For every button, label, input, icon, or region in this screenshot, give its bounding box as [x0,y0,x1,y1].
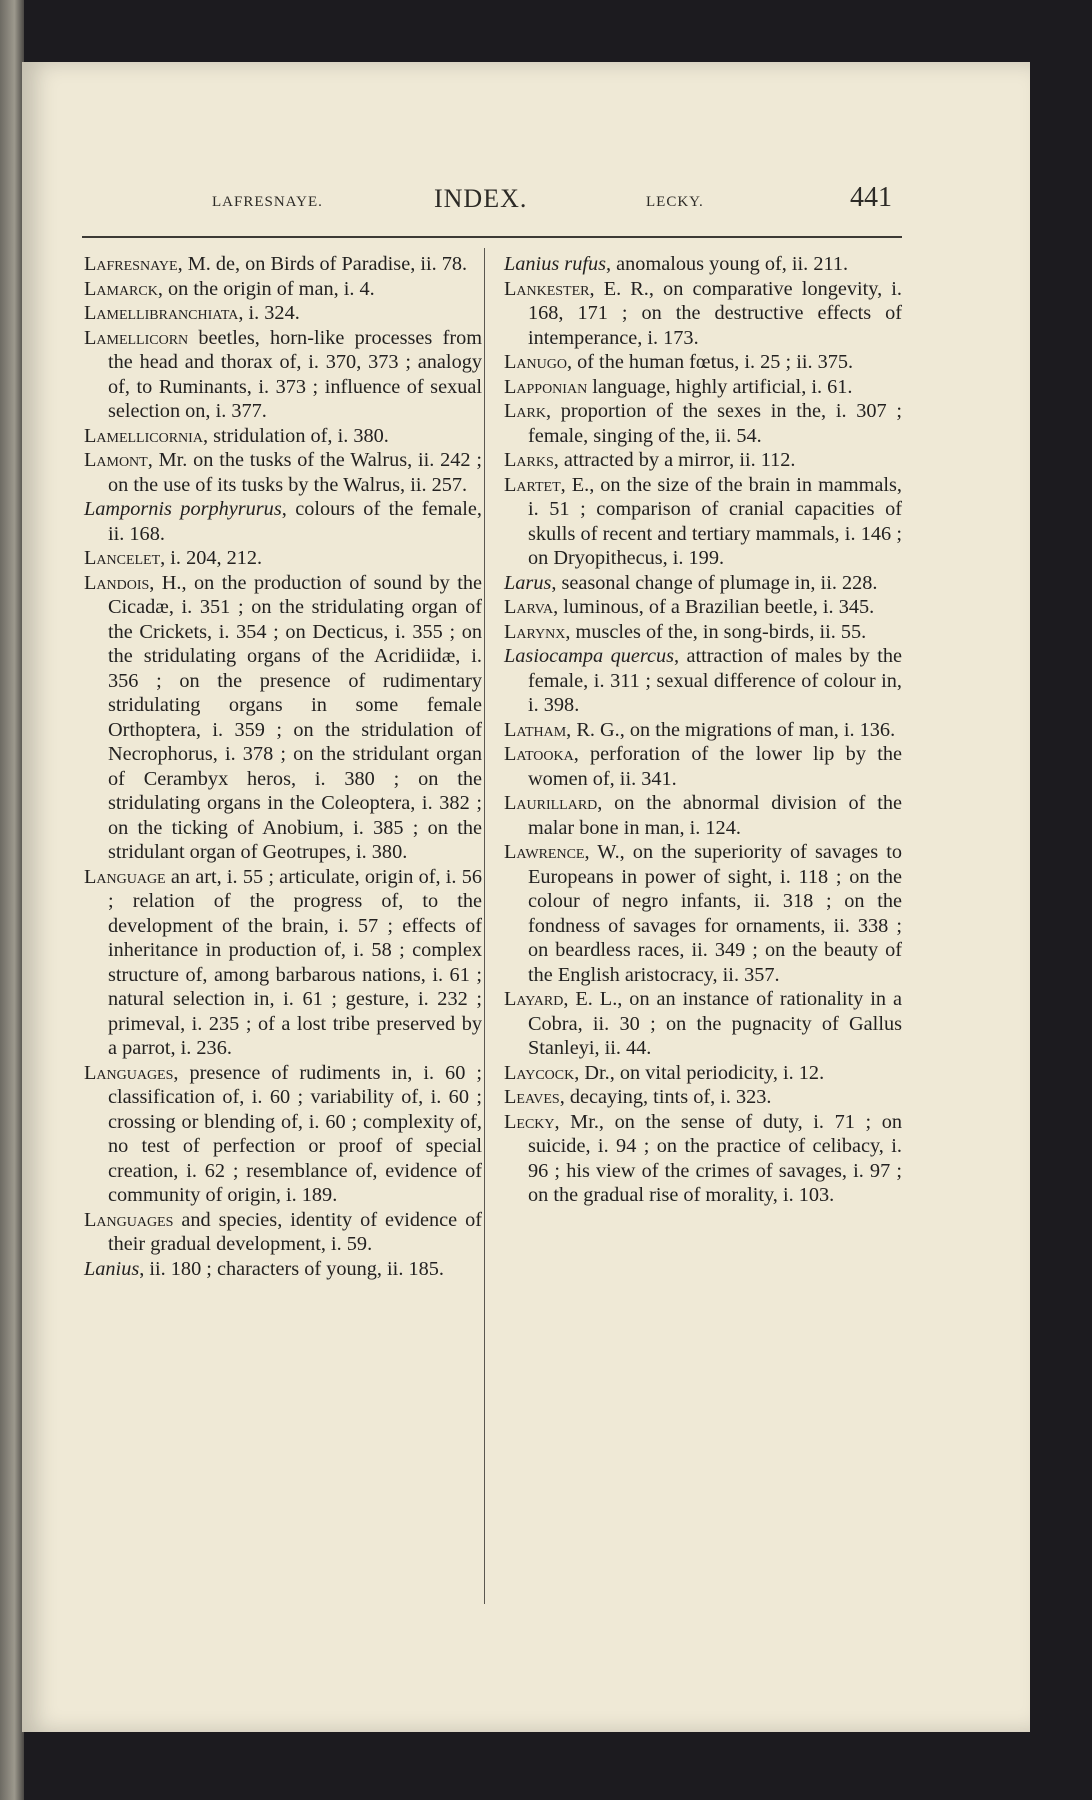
index-entry-text: , muscles of the, in song-birds, ii. 55. [565,620,867,643]
index-entry-text: , anomalous young of, ii. 211. [606,253,849,275]
index-headword: Landois [84,571,150,594]
index-headword: Lawrence [504,841,585,863]
running-header [22,180,1030,224]
index-entry [504,448,902,473]
index-entry-text: , ii. 180 ; characters of young, ii. 185. [139,1257,444,1280]
index-entry [84,1061,482,1208]
index-headword: Laurillard [504,792,598,814]
index-entry [504,252,902,277]
index-entry [504,1061,902,1086]
index-entry [504,375,902,400]
index-headword: Languages [84,1208,174,1231]
index-entry [504,840,902,987]
index-entry [84,571,482,865]
index-entry-text: , M. de, on Birds of Paradise, ii. 78. [177,253,468,275]
index-entry [504,644,902,718]
index-entry-text: , R. G., on the migrations of man, i. 136. [566,718,896,741]
index-headword: Lartet [504,473,561,496]
index-entry [504,718,902,743]
index-entry [84,1257,482,1282]
book-page [22,62,1030,1732]
index-headword: Lanius rufus [504,253,607,275]
index-entry-text: , on the origin of man, i. 4. [157,277,375,300]
index-headword: Lancelet [84,547,161,569]
index-entry [504,742,902,791]
index-headword: Lanugo [504,351,567,373]
index-entry [504,277,902,351]
index-entry [504,473,902,571]
index-entry [84,546,482,571]
index-entry-text: , E. R., on comparative longevity, i. 168, 171 ; on the destructive effects of intemperance, i. 173. [528,277,902,349]
index-entry-text: , attracted by a mirror, ii. 112. [553,449,796,471]
header-title: INDEX. [434,184,528,213]
index-entry-text: , W., on the superiority of savages to Europeans in power of sight, i. 118 ; on the colour of negro infants, ii. 318 ; on the fondness of savages for ornaments, ii. 338 ; on beardless races, ii. 349 ; on the beauty of the English aristocracy, ii. 357. [528,841,902,986]
index-headword: Larynx [504,620,566,643]
index-entry-text: , Mr. on the tusks of the Walrus, ii. 242 ; on the use of its tusks by the Walrus, ii. 257. [108,449,482,496]
index-entry [84,301,482,326]
index-headword: Lasiocampa quercus [504,645,675,667]
index-entry [84,448,482,497]
right-index-column [504,252,902,1208]
index-entry-text: , H., on the production of sound by the Cicadæ, i. 351 ; on the stridulating organ of the Crickets, i. 354 ; on Decticus, i. 355 ; on the stridulating organs of the Acridiidæ, i. 356 ; on the presence of rudimentary stridulating organs in some female Orthoptera, i. 359 ; on the stridulation of Necrophorus, i. 378 ; on the stridulant organ of Cerambyx heros, i. 380 ; on the stridulating organs in the Coleoptera, i. 382 ; on the ticking of Anobium, i. 385 ; on the stridulant organ of Geotrupes, i. 380. [108,571,482,863]
index-headword: Lamellibranchiata [84,302,239,324]
index-headword: Lamarck [84,277,158,300]
index-entry-text: , attraction of males by the female, i. 311 ; sexual difference of colour in, i. 398. [528,645,902,716]
header-right-word: LECKY. [646,194,704,210]
index-entry-text: beetles, horn-like processes from the head and thorax of, i. 370, 373 ; analogy of, to Ruminants, i. 373 ; influence of sexual selection on, i. 377. [108,326,482,422]
index-entry [504,791,902,840]
index-entry-text: , decaying, tints of, i. 323. [559,1086,772,1108]
index-entry-text: language, highly artificial, i. 61. [587,375,853,398]
index-entry [84,326,482,424]
index-entry-text: , i. 324. [238,302,300,324]
index-entry-text: , Mr., on the sense of duty, i. 71 ; on suicide, i. 94 ; on the practice of celibacy, i. 96 ; his view of the crimes of savages, i. 97 ; on the gradual rise of morality, i. 103. [528,1110,902,1206]
index-headword: Larus [504,571,552,594]
index-entry-text: and species, identity of evidence of their gradual development, i. 59. [108,1208,482,1255]
index-headword: Leaves [504,1086,560,1108]
index-headword: Larva [504,596,554,618]
index-headword: Languages [84,1061,174,1084]
index-entry [84,424,482,449]
index-entry [504,1085,902,1110]
index-headword: Lapponian [504,375,588,398]
index-entry-text: , Dr., on vital periodicity, i. 12. [574,1061,825,1084]
header-rule [82,236,902,238]
index-entry-text: , of the human fœtus, i. 25 ; ii. 375. [566,351,854,373]
index-headword: Lafresnaye [84,253,178,275]
index-headword: Lanius [84,1257,140,1280]
index-headword: Layard [504,988,564,1010]
index-headword: Lark [504,400,546,422]
column-divider [484,248,485,1604]
index-entry-text: , stridulation of, i. 380. [202,424,389,447]
index-headword: Laycock [504,1061,575,1084]
index-headword: Lamellicornia [84,424,203,447]
index-entry [504,1110,902,1208]
index-entry [504,571,902,596]
index-entry-text: , seasonal change of plumage in, ii. 228. [551,571,878,594]
index-entry [84,252,482,277]
index-entry-text: , perforation of the lower lip by the women of, ii. 341. [528,743,902,790]
index-headword: Language [84,865,166,888]
index-entry [84,1208,482,1257]
page-number: 441 [850,182,892,213]
index-entry-text: , presence of rudiments in, i. 60 ; classification of, i. 60 ; variability of, i. 60 ; crossing or blending of, i. 60 ; complexity of, no test of perfection or proof of special creation, i. 62 ; resemblance of, evidence of community of origin, i. 189. [108,1061,482,1206]
index-headword: Lampornis porphyrurus [84,498,282,520]
header-left-word: LAFRESNAYE. [212,194,323,210]
index-entry [84,865,482,1061]
index-entry-text: , proportion of the sexes in the, i. 307 ; female, singing of the, ii. 54. [528,400,902,447]
index-entry-text: an art, i. 55 ; articulate, origin of, i. 56 ; relation of the progress of, to the development of the brain, i. 57 ; effects of inheritance in production of, i. 58 ; complex structure of, among barbarous nations, i. 61 ; natural selection in, i. 61 ; gesture, i. 232 ; primeval, i. 235 ; of a lost tribe preserved by a parrot, i. 236. [108,865,482,1059]
index-headword: Lankester [504,277,590,300]
index-entry [84,277,482,302]
index-entry-text: , E. L., on an instance of rationality in a Cobra, ii. 30 ; on the pugnacity of Gallus Stanleyi, ii. 44. [528,988,902,1059]
index-entry-text: , luminous, of a Brazilian beetle, i. 345. [553,596,875,618]
index-entry-text: , on the abnormal division of the malar bone in man, i. 124. [528,792,902,839]
left-index-column [84,252,482,1281]
index-headword: Lamont [84,449,148,471]
index-entry [84,497,482,546]
book-spine [0,0,24,1800]
index-headword: Latooka [504,743,574,765]
index-entry [504,399,902,448]
index-headword: Lamellicorn [84,326,189,349]
index-entry [504,987,902,1061]
index-entry [504,620,902,645]
index-headword: Larks [504,449,554,471]
index-entry [504,595,902,620]
index-entry [504,350,902,375]
index-entry-text: , E., on the size of the brain in mammals, i. 51 ; comparison of cranial capacities of skulls of recent and tertiary mammals, i. 146 ; on Dryopithecus, i. 199. [528,473,902,569]
index-headword: Lecky [504,1110,555,1133]
index-entry-text: , i. 204, 212. [160,547,263,569]
index-headword: Latham [504,718,567,741]
index-entry-text: , colours of the female, ii. 168. [108,498,483,545]
